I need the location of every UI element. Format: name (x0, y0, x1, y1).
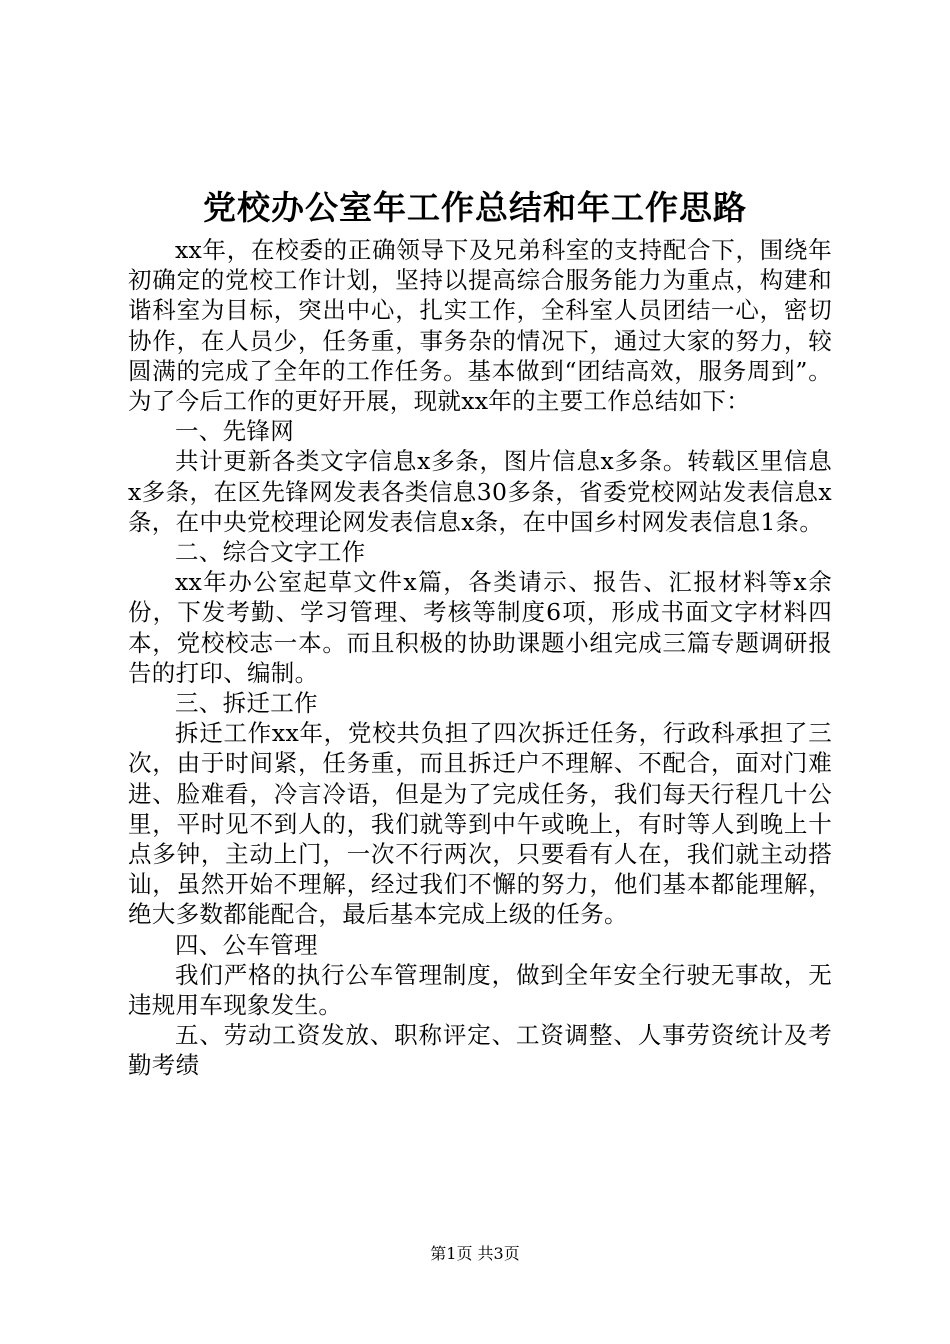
intro-paragraph: xx年，在校委的正确领导下及兄弟科室的支持配合下，围绕年初确定的党校工作计划，坚持以提高综合服务能力为重点，构建和谐科室为目标，突出中心，扎实工作，全科室人员团结一心，密切协作，在人员少，任务重，事务杂的情况下，通过大家的努力，较圆满的完成了全年的工作任务。基本做到“团结高效，服务周到”。为了今后工作的更好开展，现就xx年的主要工作总结如下： (128, 236, 832, 416)
document-title: 党校办公室年工作总结和年工作思路 (203, 188, 747, 227)
section-heading-3: 三、拆迁工作 (175, 689, 318, 718)
section-heading-2: 二、综合文字工作 (175, 538, 366, 567)
section-paragraph-1: 共计更新各类文字信息x多条，图片信息x多条。转载区里信息x多条，在区先锋网发表各类信息30多条，省委党校网站发表信息x条，在中央党校理论网发表信息x条，在中国乡村网发表信息1条。 (128, 447, 832, 536)
section-paragraph-4: 我们严格的执行公车管理制度，做到全年安全行驶无事故，无违规用车现象发生。 (128, 960, 832, 1020)
section-paragraph-2: xx年办公室起草文件x篇，各类请示、报告、汇报材料等x余份，下发考勤、学习管理、考核等制度6项，形成书面文字材料四本，党校校志一本。而且积极的协助课题小组完成三篇专题调研报告的打印、编制。 (128, 568, 832, 687)
document-body (128, 235, 832, 1081)
section-heading-4: 四、公车管理 (175, 930, 318, 959)
section-heading-5: 五、劳动工资发放、职称评定、工资调整、人事劳资统计及考勤考绩 (128, 1021, 832, 1080)
section-heading-1: 一、先锋网 (175, 417, 294, 446)
section-paragraph-3: 拆迁工作xx年，党校共负担了四次拆迁任务，行政科承担了三次，由于时间紧，任务重，而且拆迁户不理解、不配合，面对门难进、脸难看，冷言冷语，但是为了完成任务，我们每天行程几十公里，平时见不到人的，我们就等到中午或晚上，有时等人到晚上十点多钟，主动上门，一次不行两次，只要看有人在，我们就主动搭讪，虽然开始不理解，经过我们不懈的努力，他们基本都能理解，绝大多数都能配合，最后基本完成上级的任务。 (128, 719, 832, 929)
page-number-footer: 第1页 共3页 (430, 1244, 520, 1263)
